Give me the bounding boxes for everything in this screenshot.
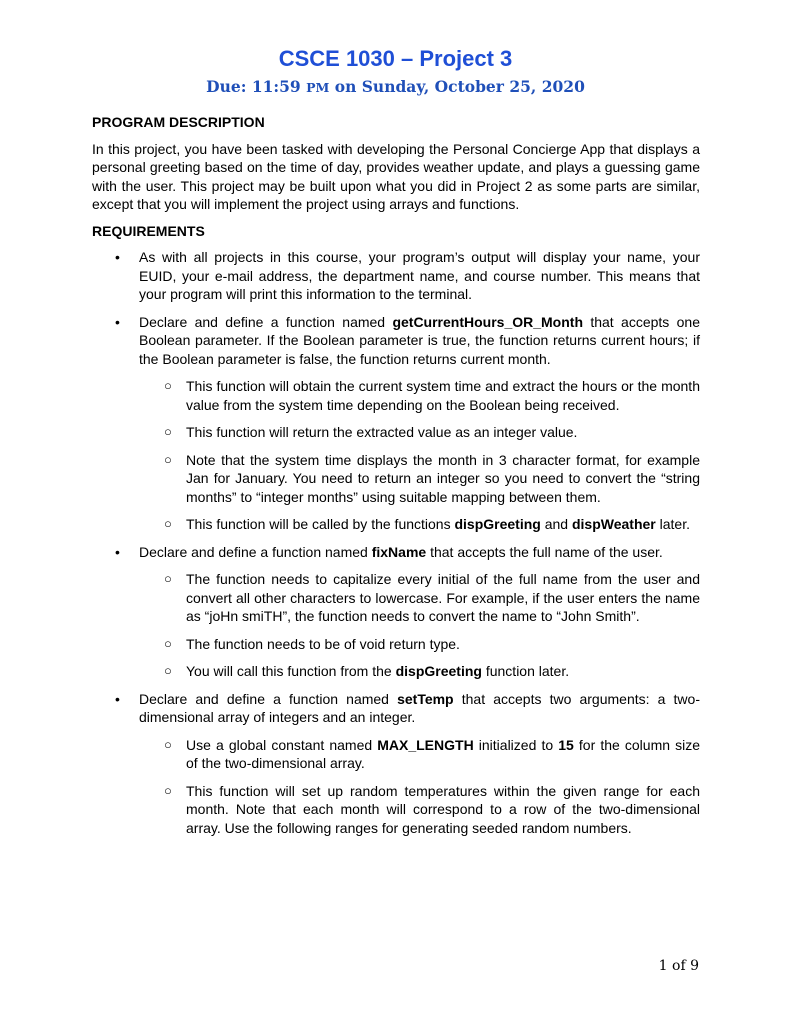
requirements-list: [92, 248, 700, 837]
sub-bullet-icon: ○: [164, 516, 172, 531]
function-name: dispGreeting: [454, 516, 541, 532]
sub-item-text: Note that the system time displays the month in 3 character format, for example Jan for January. You need to return an integer so you need to convert the “string months” to “integer months” using suitable mapping between them.: [186, 451, 700, 505]
sub-item-text-mid: and: [540, 516, 572, 532]
function-name: setTemp: [397, 690, 454, 707]
function-name: getCurrentHours_OR_Month: [392, 313, 583, 330]
sub-item-text: This function will obtain the current system time and extract the hours or the month value from the system time depending on the Boolean being received.: [186, 378, 700, 413]
requirement-text-pre: Declare and define a function named: [139, 690, 398, 707]
sub-item-text: This function will set up random temperatures within the given range for each month. Note that each month will correspond to a row of the two-dimensional array. Use the following ranges for generating seeded random numbers.: [186, 782, 700, 836]
function-name: dispGreeting: [395, 663, 482, 679]
sub-item: [139, 515, 700, 534]
due-pm: PM: [306, 80, 330, 95]
sub-item-text-pre: You will call this function from the: [186, 663, 396, 679]
bullet-icon: •: [115, 543, 120, 560]
program-description-text: In this project, you have been tasked with developing the Personal Concierge App that displays a personal greeting based on the time of day, provides weather update, and plays a guessing game with the user. This project may be built upon what you did in Project 2 as some parts are similar, except that you will implement the project using arrays and functions.: [92, 140, 700, 212]
function-name: fixName: [371, 543, 427, 560]
document-body: [92, 113, 700, 846]
sub-bullet-icon: ○: [164, 782, 172, 798]
sub-item: [139, 736, 700, 773]
requirements-heading: REQUIREMENTS: [92, 222, 205, 239]
function-name: dispWeather: [571, 516, 656, 532]
requirement-item: [92, 543, 700, 681]
sub-bullet-icon: ○: [164, 378, 172, 393]
sub-item-text-post: function later.: [481, 663, 570, 679]
sub-list: [139, 570, 700, 681]
sub-item: [139, 662, 700, 681]
sub-bullet-icon: ○: [164, 635, 172, 651]
sub-item-text-mid: initialized to: [473, 736, 559, 753]
sub-item: [139, 782, 700, 838]
sub-list: [139, 736, 700, 838]
requirement-text-pre: Declare and define a function named: [139, 313, 393, 330]
sub-item-text-pre: This function will be called by the functions: [186, 516, 455, 532]
sub-item-text-post: later.: [655, 516, 690, 532]
sub-item-text: This function will return the extracted value as an integer value.: [186, 424, 578, 440]
sub-item: [139, 570, 700, 626]
requirement-text-post: that accepts two arguments: a two-dimensional array of integers and an integer.: [139, 690, 700, 725]
requirement-item: [92, 248, 700, 304]
sub-item-text-post: for the column size of the two-dimensional array.: [186, 736, 701, 771]
requirement-item: [92, 690, 700, 838]
sub-item: [139, 377, 700, 414]
bullet-icon: •: [115, 690, 120, 707]
sub-list: [139, 377, 700, 534]
requirement-text-pre: Declare and define a function named: [139, 543, 372, 560]
sub-item-text: The function needs to be of void return type.: [186, 635, 460, 652]
constant-name: MAX_LENGTH: [377, 736, 474, 753]
requirement-text-post: that accepts the full name of the user.: [426, 543, 663, 560]
requirement-text-post: that accepts one Boolean parameter. If the Boolean parameter is true, the function returns current hours; if the Boolean parameter is false, the function returns current month.: [139, 313, 700, 367]
bullet-icon: •: [115, 313, 120, 330]
sub-item: [139, 451, 700, 507]
sub-item-text: The function needs to capitalize every initial of the full name from the user and convert all other characters to lowercase. For example, if the user enters the name as “joHn smiTH”, the function needs to convert the name to “John Smith”.: [186, 571, 700, 624]
sub-item: [139, 423, 700, 442]
sub-bullet-icon: ○: [164, 571, 172, 586]
constant-value: 15: [558, 736, 574, 753]
due-suffix: on Sunday, October 25, 2020: [329, 77, 585, 96]
requirement-item: [92, 313, 700, 534]
sub-bullet-icon: ○: [164, 451, 172, 467]
due-date: [0, 77, 791, 96]
sub-bullet-icon: ○: [164, 736, 172, 752]
bullet-icon: •: [115, 249, 120, 265]
sub-item-text-pre: Use a global constant named: [186, 736, 378, 753]
document-title: CSCE 1030 – Project 3: [278, 46, 513, 71]
requirement-text: As with all projects in this course, your program’s output will display your name, your EUID, your e-mail address, the department name, and course number. This means that your program will print this information to the terminal.: [139, 249, 700, 302]
program-description-heading: PROGRAM DESCRIPTION: [92, 114, 265, 130]
sub-item: [139, 635, 700, 654]
page-number: 1 of 9: [658, 958, 699, 974]
due-prefix: Due: 11:59: [206, 77, 307, 96]
sub-bullet-icon: ○: [164, 663, 172, 678]
sub-bullet-icon: ○: [164, 424, 172, 439]
